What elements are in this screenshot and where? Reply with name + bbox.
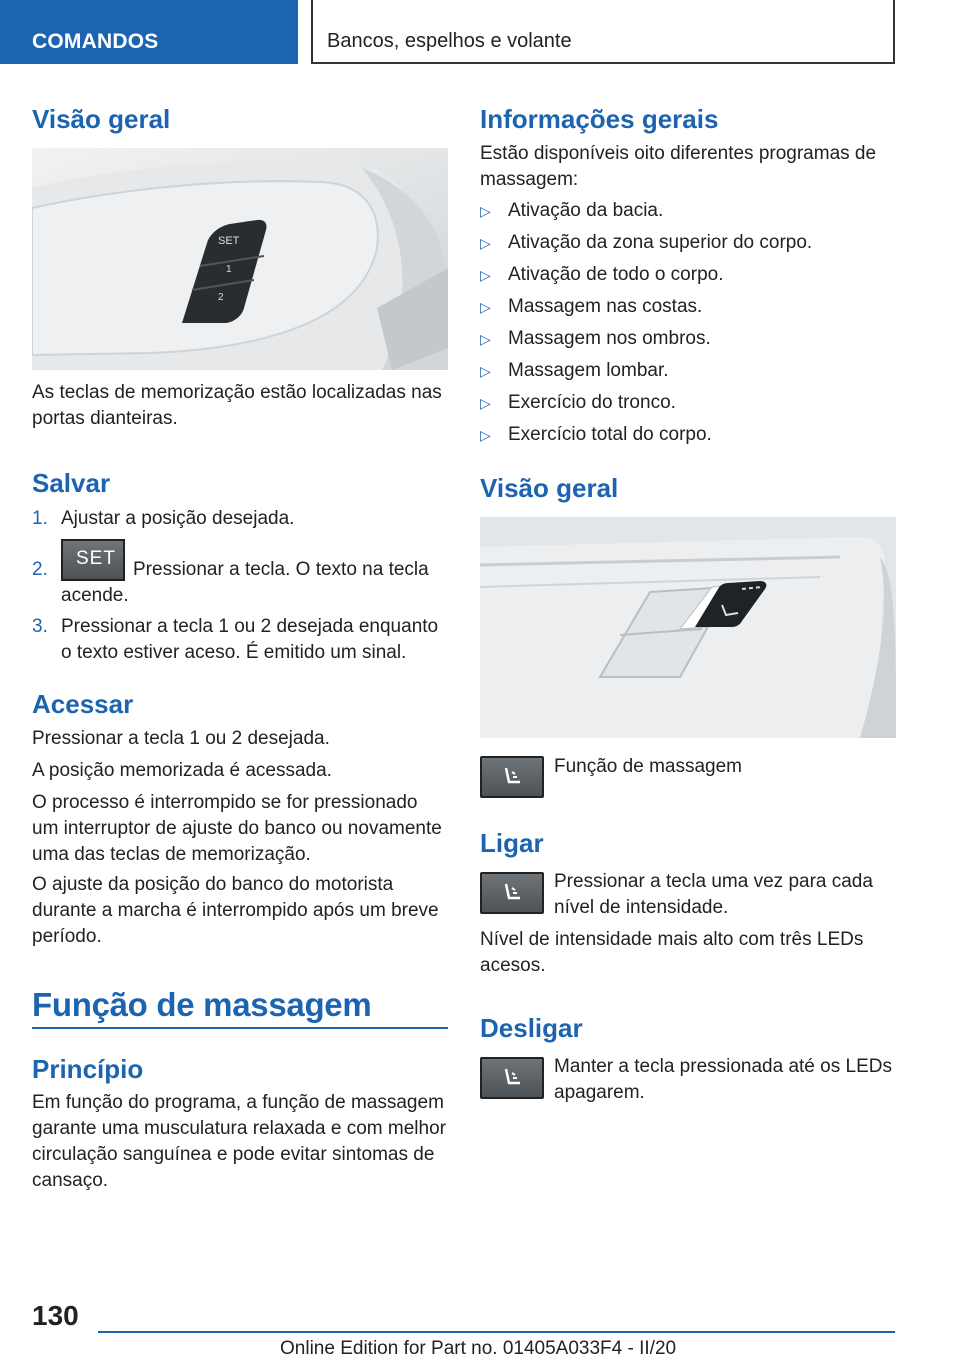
section-title: COMANDOS [32, 30, 159, 53]
section-tab [0, 0, 298, 64]
on-intensity-note: Nível de intensidade mais alto com três LEDs acesos. [480, 929, 864, 976]
step-2-text: Pressionar a tecla. O texto na tecla acende. [61, 559, 429, 606]
program-item [480, 198, 663, 224]
program-item [480, 422, 712, 448]
set-button-label: SET [218, 235, 240, 247]
heading-overview-2: Visão geral [480, 473, 619, 503]
door-memory-buttons-photo [32, 148, 448, 370]
principle-text: Em função do programa, a função de massagem garante uma musculatura relaxada e com melhor circulação sanguínea e pode evitar sintomas de cansaço. [32, 1092, 446, 1191]
door-massage-illustration [480, 517, 896, 738]
memory-keys-caption: As teclas de memorização estão localizadas nas portas dianteiras. [32, 382, 442, 429]
access-paragraph-1: Pressionar a tecla 1 ou 2 desejada. [32, 728, 330, 749]
heading-principle: Princípio [32, 1054, 144, 1084]
step-2-number: 2. [32, 559, 48, 580]
heading-access: Acessar [32, 689, 134, 719]
section-divider [32, 1027, 448, 1029]
heading-save: Salvar [32, 468, 111, 498]
bullet-triangle-icon: ▷ [480, 267, 491, 283]
chapter-tab [311, 0, 895, 64]
access-paragraph-4: O ajuste da posição do banco do motorista durante a marcha é interrompido após um breve período. [32, 874, 439, 947]
off-instruction: Manter a tecla pressionada até os LEDs apagarem. [554, 1056, 892, 1103]
bullet-triangle-icon: ▷ [480, 427, 491, 443]
set-key-label: SET [76, 548, 116, 569]
footer-rule [98, 1331, 895, 1333]
step-1-text: Ajustar a posição desejada. [61, 508, 295, 529]
step-3-text: Pressionar a tecla 1 ou 2 desejada enquanto o texto estiver aceso. É emitido um sinal. [61, 616, 439, 663]
program-item [480, 262, 723, 288]
massage-button-photo [480, 517, 896, 738]
bullet-triangle-icon: ▷ [480, 235, 491, 251]
program-label: Massagem nos ombros. [508, 328, 711, 349]
program-item [480, 294, 702, 320]
massage-seat-icon [480, 1057, 544, 1099]
program-label: Massagem lombar. [508, 360, 669, 381]
bullet-triangle-icon: ▷ [480, 203, 491, 219]
access-paragraph-2: A posição memorizada é acessada. [32, 760, 332, 781]
program-label: Exercício do tronco. [508, 392, 676, 413]
on-instruction: Pressionar a tecla uma vez para cada nível de intensidade. [554, 871, 873, 918]
edition-note: Online Edition for Part no. 01405A033F4 - II/20 [280, 1338, 677, 1359]
door-panel-illustration [32, 148, 448, 370]
massage-seat-icon [480, 872, 544, 914]
program-label: Ativação da zona superior do corpo. [508, 232, 813, 253]
chapter-title: Bancos, espelhos e volante [327, 30, 572, 52]
program-item [480, 326, 711, 352]
heading-off: Desligar [480, 1013, 583, 1043]
bullet-triangle-icon: ▷ [480, 363, 491, 379]
bullet-triangle-icon: ▷ [480, 395, 491, 411]
massage-seat-icon [480, 756, 544, 798]
memory-1-label: 1 [226, 264, 232, 275]
general-info-text: Estão disponíveis oito diferentes programas de massagem: [480, 143, 877, 190]
massage-icon-caption: Função de massagem [554, 756, 742, 777]
program-item [480, 358, 669, 384]
program-label: Massagem nas costas. [508, 296, 703, 317]
heading-on: Ligar [480, 828, 544, 858]
access-paragraph-3: O processo é interrompido se for pressionado um interruptor de ajuste do banco ou novamente uma das teclas de memorização. [32, 792, 442, 865]
memory-2-label: 2 [218, 292, 224, 303]
program-label: Exercício total do corpo. [508, 424, 712, 445]
heading-overview: Visão geral [32, 104, 171, 134]
bullet-triangle-icon: ▷ [480, 299, 491, 315]
bullet-triangle-icon: ▷ [480, 331, 491, 347]
step-3-number: 3. [32, 616, 48, 637]
page-number: 130 [32, 1300, 79, 1331]
step-1-number: 1. [32, 508, 48, 529]
program-label: Ativação da bacia. [508, 200, 664, 221]
program-item [480, 390, 676, 416]
heading-general-info: Informações gerais [480, 104, 719, 134]
program-label: Ativação de todo o corpo. [508, 264, 724, 285]
heading-massage-function: Função de massagem [32, 986, 372, 1023]
program-item [480, 230, 812, 256]
